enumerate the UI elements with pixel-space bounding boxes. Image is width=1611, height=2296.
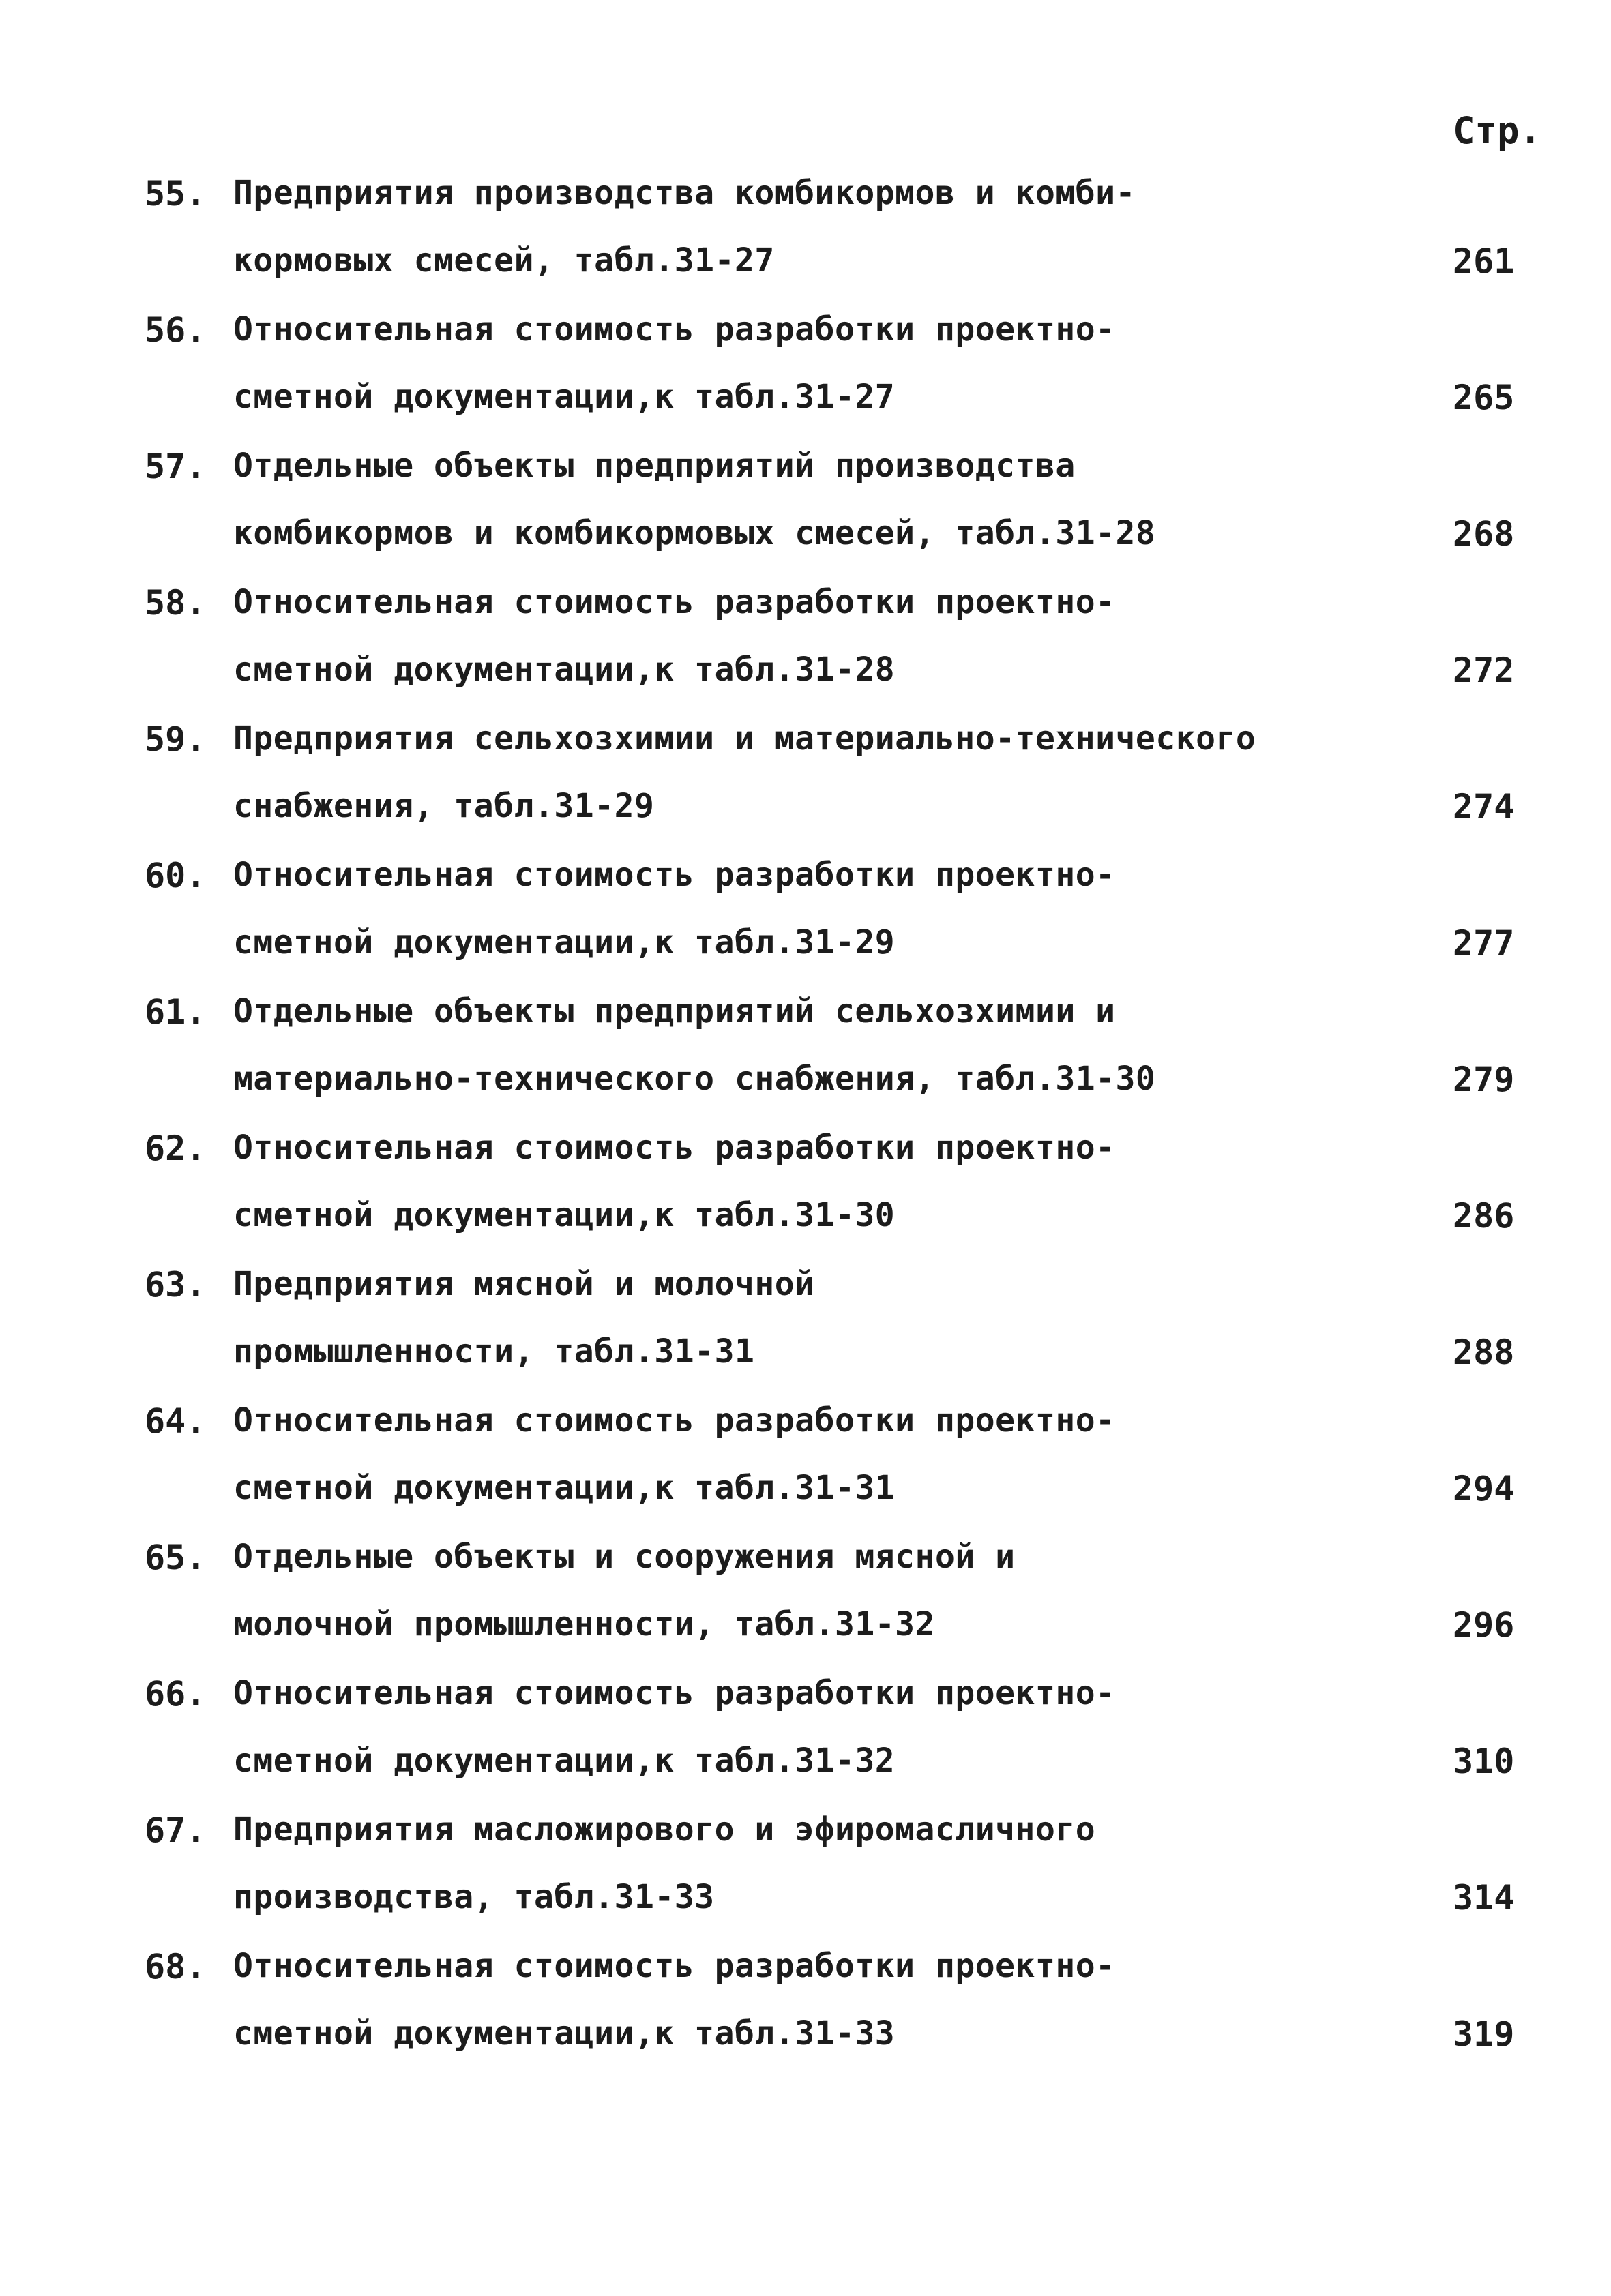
entry-page: 277 xyxy=(1453,923,1515,963)
entry-page: 279 xyxy=(1453,1060,1515,1099)
entry-title-line2: кормовых смесей, табл.31-27 xyxy=(233,241,775,280)
entry-title-line1: Предприятия производства комбикормов и комби- xyxy=(233,174,1136,212)
entry-title-line2: сметной документации,к табл.31-33 xyxy=(233,2014,896,2053)
entry-title-line2: сметной документации,к табл.31-31 xyxy=(233,1469,896,1507)
entry-page: 310 xyxy=(1453,1742,1515,1781)
entry-title-line2: промышленности, табл.31-31 xyxy=(233,1332,755,1371)
entry-title-line1: Предприятия сельхозхимии и материально-технического xyxy=(233,719,1256,758)
entry-number: 63. xyxy=(145,1265,207,1304)
entry-title-line2: снабжения, табл.31-29 xyxy=(233,787,655,825)
entry-number: 61. xyxy=(145,992,207,1032)
entry-number: 56. xyxy=(145,310,207,350)
entry-title-line2: сметной документации,к табл.31-32 xyxy=(233,1742,896,1780)
entry-title-line2: сметной документации,к табл.31-27 xyxy=(233,378,896,416)
entry-title-line1: Относительная стоимость разработки проектно- xyxy=(233,1129,1116,1167)
entry-page: 274 xyxy=(1453,787,1515,826)
entry-title-line1: Отдельные объекты предприятий производства xyxy=(233,447,1076,485)
entry-title-line1: Относительная стоимость разработки проектно- xyxy=(233,583,1116,621)
entry-title-line2: молочной промышленности, табл.31-32 xyxy=(233,1605,935,1643)
entry-title-line2: материально-технического снабжения, табл.31-30 xyxy=(233,1060,1156,1098)
entry-number: 64. xyxy=(145,1401,207,1441)
entry-title-line2: сметной документации,к табл.31-30 xyxy=(233,1196,896,1234)
entry-number: 57. xyxy=(145,447,207,486)
entry-title-line1: Относительная стоимость разработки проектно- xyxy=(233,1401,1116,1440)
entry-number: 60. xyxy=(145,856,207,895)
entry-number: 65. xyxy=(145,1538,207,1577)
entry-number: 59. xyxy=(145,719,207,759)
entry-number: 67. xyxy=(145,1810,207,1850)
entry-page: 296 xyxy=(1453,1605,1515,1645)
entry-number: 66. xyxy=(145,1674,207,1714)
entry-title-line1: Относительная стоимость разработки проектно- xyxy=(233,856,1116,894)
contents-entry xyxy=(0,1947,1611,2220)
page-column-header: Стр. xyxy=(1453,109,1542,152)
entry-page: 294 xyxy=(1453,1469,1515,1508)
entry-page: 261 xyxy=(1453,241,1515,281)
entry-number: 68. xyxy=(145,1947,207,1986)
entry-title-line1: Отдельные объекты предприятий сельхозхимии и xyxy=(233,992,1116,1030)
entry-page: 268 xyxy=(1453,514,1515,554)
entry-page: 272 xyxy=(1453,651,1515,690)
entry-title-line1: Относительная стоимость разработки проектно- xyxy=(233,1947,1116,1985)
entry-page: 286 xyxy=(1453,1196,1515,1236)
entry-number: 55. xyxy=(145,174,207,213)
entry-page: 288 xyxy=(1453,1332,1515,1372)
entry-number: 62. xyxy=(145,1129,207,1168)
entry-title-line2: сметной документации,к табл.31-28 xyxy=(233,651,896,689)
entry-page: 319 xyxy=(1453,2014,1515,2054)
entry-page: 314 xyxy=(1453,1878,1515,1918)
entry-title-line1: Относительная стоимость разработки проектно- xyxy=(233,310,1116,348)
entry-title-line1: Относительная стоимость разработки проектно- xyxy=(233,1674,1116,1712)
entry-title-line2: сметной документации,к табл.31-29 xyxy=(233,923,896,961)
entry-title-line2: производства, табл.31-33 xyxy=(233,1878,715,1916)
entry-title-line1: Предприятия масложирового и эфиромасличного xyxy=(233,1810,1096,1849)
entry-title-line1: Отдельные объекты и сооружения мясной и xyxy=(233,1538,1016,1576)
entry-title-line1: Предприятия мясной и молочной xyxy=(233,1265,815,1303)
entry-number: 58. xyxy=(145,583,207,623)
entry-title-line2: комбикормов и комбикормовых смесей, табл.31-28 xyxy=(233,514,1156,552)
entry-page: 265 xyxy=(1453,378,1515,417)
